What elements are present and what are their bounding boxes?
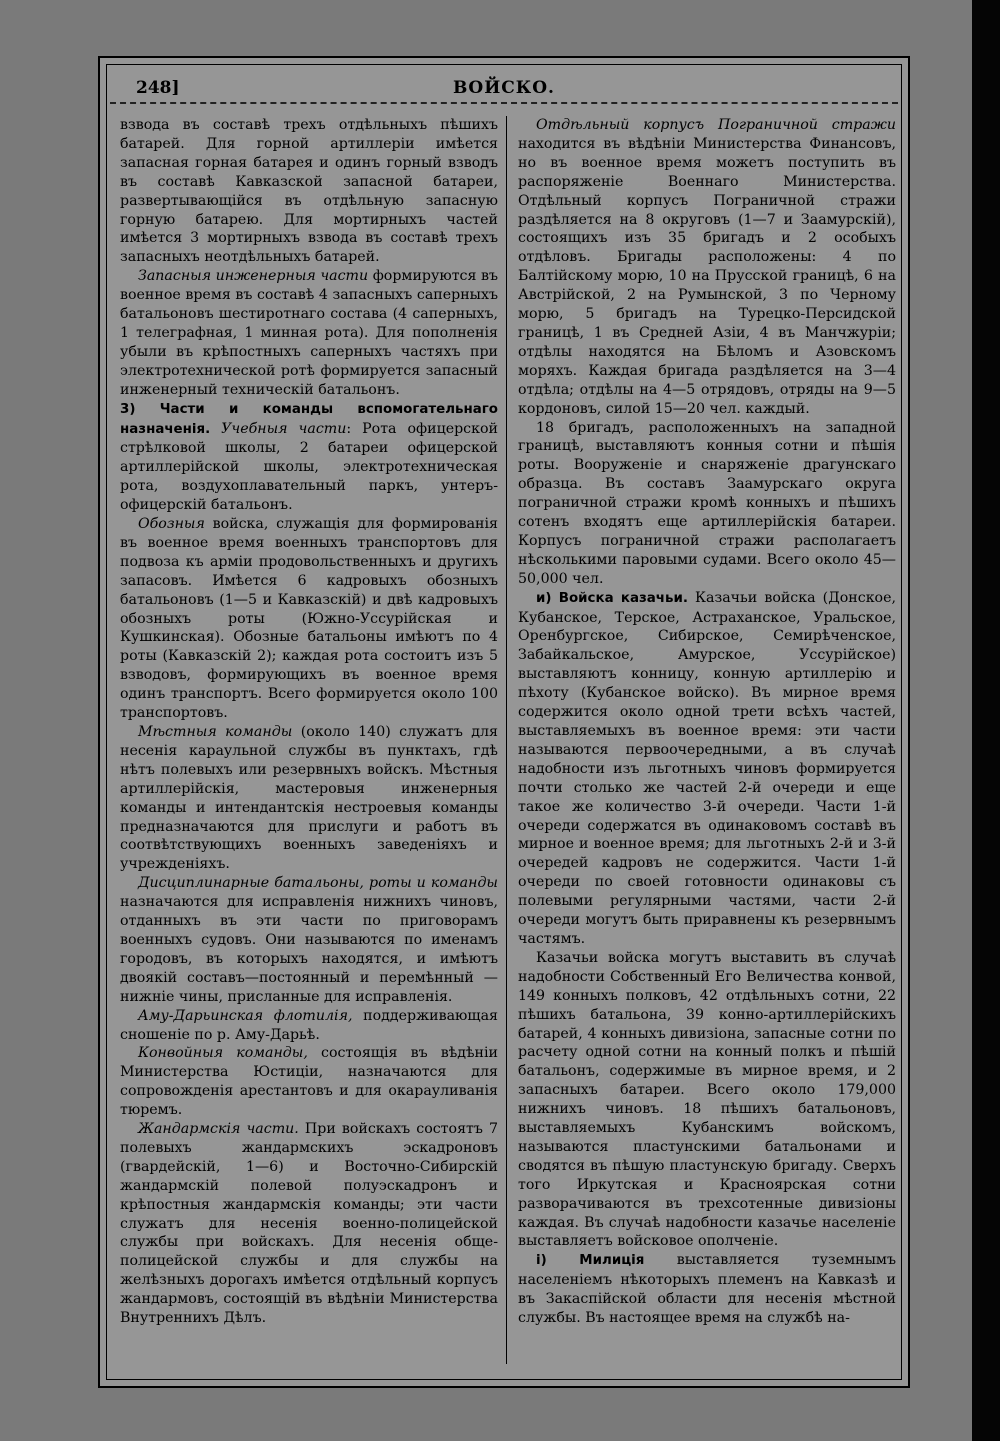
section-heading: 3) Части и команды вспомогательнаго назначенія. bbox=[120, 401, 498, 437]
paragraph bbox=[518, 419, 896, 589]
paragraph bbox=[120, 1007, 498, 1045]
section-heading: і) Милиція bbox=[536, 1253, 645, 1269]
italic-term: Аму-Дарьинская флотилія, bbox=[138, 1007, 353, 1024]
section-heading: и) Войска казачьи. bbox=[536, 590, 688, 606]
paragraph bbox=[120, 515, 498, 723]
paragraph bbox=[120, 874, 498, 1006]
paragraph-text: взвода въ составѣ трехъ отдѣльныхъ пѣшихъ батарей. Для горной артиллеріи имѣется запасная горная батарея и одинъ горный взводъ въ составѣ Кавказской запасной батареи, развертывающійся въ отдѣльную запасную горную батарею. Для мортирныхъ частей имѣется 3 мортирныхъ взвода въ составѣ трехъ запасныхъ неотдѣльныхъ батарей. bbox=[120, 117, 498, 266]
page-header bbox=[120, 74, 888, 102]
paragraph-text: поддерживающая сношеніе по р. Аму-Дарьѣ. bbox=[120, 1007, 498, 1043]
page-number: 248] bbox=[136, 78, 180, 98]
paragraph bbox=[518, 589, 896, 949]
italic-term: Мѣстныя команды bbox=[138, 724, 293, 740]
left-column bbox=[120, 116, 498, 1328]
paragraph-text bbox=[210, 421, 221, 437]
paragraph-text: формируются въ военное время въ составѣ 4 запасныхъ саперныхъ батальоновъ шестиротнаго состава (4 саперныхъ, 1 телеграфная, 1 минная рота). Для пополненія убыли въ крѣпостныхъ саперныхъ частяхъ при электротехнической ротѣ формируется запасный инженерный техническій батальонъ. bbox=[120, 268, 498, 398]
italic-term: Конвойныя команды, bbox=[138, 1045, 308, 1062]
paragraph bbox=[518, 949, 896, 1252]
italic-term: Жандармскія части. bbox=[138, 1121, 299, 1138]
paragraph-text: состоящія въ вѣдѣніи Министерства Юстиціи, назначаются для сопровожденія арестантовъ и для окарауливанія тюремъ. bbox=[120, 1045, 499, 1119]
paragraph bbox=[120, 116, 498, 267]
paragraph-text: находится въ вѣдѣніи Министерства Финансовъ, но въ военное время можетъ поступить въ распоряженіе Военнаго Министерства. Отдѣльный корпусъ Пограничной стражи раздѣляется на 8 округовъ (1—7 и Заамурскій), состоящихъ изъ 35 бригадъ и 2 особыхъ отдѣловъ. Бригады расположены: 4 по Балтійскому морю, 10 на Прусской границѣ, 6 на Австрійской, 2 на Румынской, 3 по Черному морю, 5 бригадъ на Турецко-Персидской границѣ, 1 въ Средней Азіи, 4 въ Манчжуріи; отдѣлы находятся на Бѣломъ и Азовскомъ моряхъ. Каждая бригада раздѣляется на 3—4 отдѣла; отдѣлы на 4—5 отрядовъ, отряды на 9—5 кордоновъ, силой 15—20 чел. каждый. bbox=[518, 135, 896, 417]
italic-term: Отдѣльный корпусъ Пограничной стражи bbox=[536, 117, 896, 133]
paragraph-text: При войскахъ состоятъ 7 полевыхъ жандармскихъ эскадроновъ (гвардейскій, 1—6) и Восточно-Сибирскій жандармскій полевой полуэскадронъ и крѣпостныя жандармскія команды; эти части служатъ для несенія военно-полицейской службы при войскахъ. Для несенія обще-полицейской службы и для службы на желѣзныхъ дорогахъ имѣется отдѣльный корпусъ жандармовъ, состоящій въ вѣдѣніи Министерства Внутреннихъ Дѣлъ. bbox=[120, 1121, 498, 1327]
paragraph bbox=[120, 1044, 498, 1120]
document-page bbox=[98, 56, 910, 1388]
paragraph bbox=[120, 723, 498, 874]
paragraph-text: : Рота офицерской стрѣлковой школы, 2 батареи офицерской артиллерійской школы, электротехническая рота, воздухоплавательный паркъ, унтеръ-офицерскій батальонъ. bbox=[120, 420, 498, 514]
paragraph-text: назначаются для исправленія нижнихъ чиновъ, отданныхъ въ эти части по приговорамъ военныхъ судовъ. Они называются по именамъ городовъ, въ которыхъ находятся, и имѣютъ двоякій составъ—постоянный и перемѣнный — нижніе чины, присланные для исправленія. bbox=[120, 894, 498, 1005]
scan-edge-band bbox=[972, 0, 1000, 1441]
paragraph bbox=[120, 400, 498, 515]
italic-term: Дисциплинарные батальоны, роты и команды bbox=[138, 875, 498, 892]
paragraph-text: 18 бригадъ, расположенныхъ на западной границѣ, выставляютъ конныя сотни и пѣшія роты. Вооруженіе и снаряженіе драгунскаго образца. Въ составъ Заамурскаго округа пограничной стражи кромѣ конныхъ и пѣшихъ сотенъ входятъ еще артиллерійскія батареи. Корпусъ пограничной стражи располагаетъ нѣсколькими паровыми судами. Всего около 45—50,000 чел. bbox=[518, 419, 896, 587]
paragraph bbox=[120, 1120, 498, 1328]
paragraph-text: выставляется туземнымъ населеніемъ нѣкоторыхъ племенъ на Кавказѣ и въ Закаспійской области для несенія мѣстной службы. Въ настоящее время на службѣ на- bbox=[518, 1252, 896, 1327]
column-divider bbox=[506, 116, 507, 1364]
paragraph-text: войска, служащія для формированія въ военное время военныхъ транспортовъ для подвоза къ арміи продовольственныхъ и другихъ запасовъ. Имѣется 6 кадровыхъ обозныхъ батальоновъ (1—5 и Кавказскій) и двѣ кадровыхъ обозныхъ роты (Южно-Уссурійская и Кушкинская). Обозные батальоны имѣютъ по 4 роты (Кавказскій 2); каждая рота состоитъ изъ 5 взводовъ, формирующихъ въ военное время одинъ транспортъ. Всего формируется около 100 транспортовъ. bbox=[120, 516, 498, 722]
paragraph bbox=[518, 1251, 896, 1328]
italic-term: Запасныя инженерныя части bbox=[138, 268, 369, 285]
paragraph bbox=[518, 116, 896, 419]
paragraph-text: Казачьи войска могутъ выставить въ случаѣ надобности Собственный Его Величества конвой, 149 конныхъ полковъ, 42 отдѣльныхъ сотни, 22 пѣшихъ батальона, 39 конно-артиллерійскихъ батарей, 4 конныхъ дивизіона, запасные сотни по расчету одной сотни на конный полкъ и пѣшій батальонъ, содержимые въ мирное время, и 2 запасныхъ батареи. Всего около 179,000 нижнихъ чиновъ. 18 пѣшихъ батальоновъ, выставляемыхъ Кубанскимъ войскомъ, называются пластунскими батальонами и сводятся въ пѣшую пластунскую бригаду. Сверхъ того Иркутская и Красноярская сотни разворачиваются въ трехсотенные дивизіоны каждая. Въ случаѣ надобности казачье населеніе выставляетъ войсковое ополченіе. bbox=[518, 949, 896, 1250]
header-divider bbox=[110, 102, 898, 104]
italic-term: Обозныя bbox=[138, 516, 205, 533]
right-column bbox=[518, 116, 896, 1328]
paragraph-text: Казачьи войска (Донское, Кубанское, Терское, Астраханское, Уральское, Оренбургское, Сибирское, Семирѣченское, Забайкальское, Амурское, Уссурійское) выставляютъ конницу, конную артиллерію и пѣхоту (Кубанское войско). Въ мирное время содержится около одной трети всѣхъ частей, выставляемыхъ въ военное время: эти части называются первоочередными, а въ случаѣ надобности изъ льготныхъ чиновъ формируется почти столько же частей 2-й очереди и еще такое же количество 3-й очереди. Части 1-й очереди содержатся въ одинаковомъ составѣ въ мирное и военное время; для льготныхъ 2-й и 3-й очередей кадровъ не содержится. Части 1-й очереди по своей готовности одинаковы съ полевыми регулярными частями, части 2-й очереди могутъ быть приравнены къ резервнымъ частямъ. bbox=[518, 589, 897, 947]
running-title: ВОЙСКО. bbox=[453, 78, 555, 98]
paragraph-text: (около 140) служатъ для несенія караульной службы въ пунктахъ, гдѣ нѣтъ полевыхъ или резервныхъ войскъ. Мѣстныя артиллерійскія, мастеровыя инженерныя команды и интендантскія нестроевыя команды предназначаются для прислуги и работъ въ соотвѣтствующихъ военныхъ заведеніяхъ и учрежденіяхъ. bbox=[120, 724, 498, 873]
paragraph bbox=[120, 267, 498, 399]
italic-term: Учебныя части bbox=[221, 420, 347, 437]
